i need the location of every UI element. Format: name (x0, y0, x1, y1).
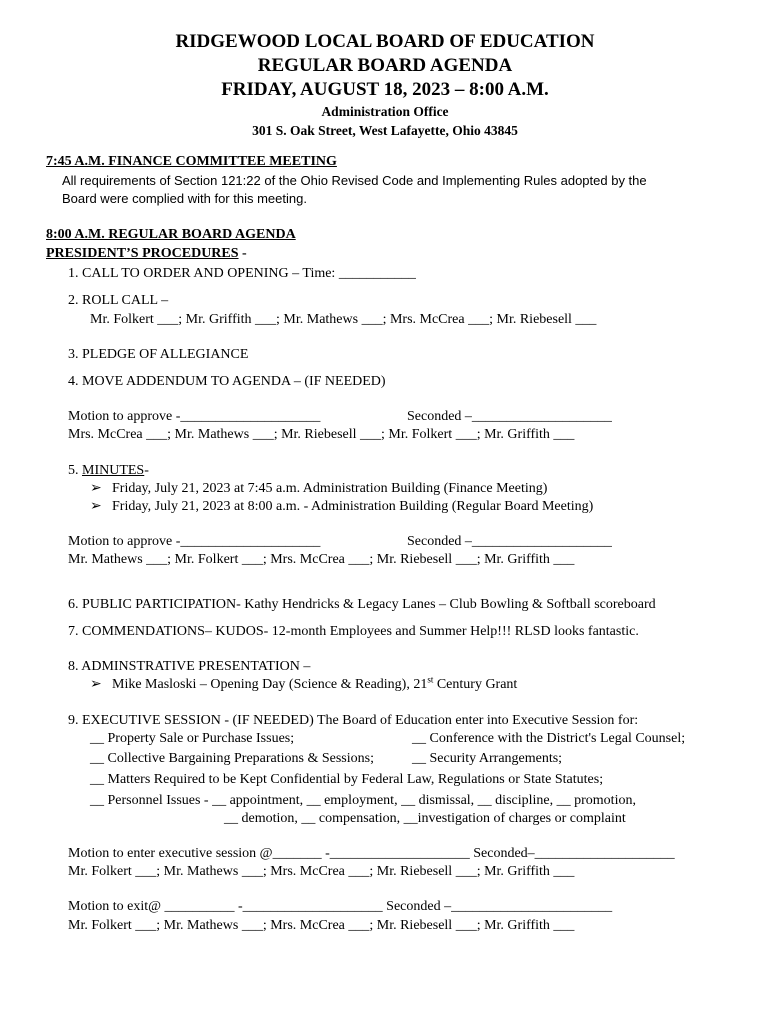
exec-enter-motion: Motion to enter executive session @_______ -____________________ Seconded–____________________ (68, 846, 675, 861)
minutes-seconded: Seconded –____________________ (407, 534, 612, 549)
item-pledge: 3. PLEDGE OF ALLEGIANCE (68, 347, 249, 362)
regular-heading: 8:00 A.M. REGULAR BOARD AGENDA (46, 227, 296, 242)
exec-property-sale: __ Property Sale or Purchase Issues; (90, 731, 295, 746)
roll-call-names: Mr. Folkert ___; Mr. Griffith ___; Mr. Mathews ___; Mrs. McCrea ___; Mr. Riebesell ___ (90, 312, 597, 327)
minutes-bullet-1-text: Friday, July 21, 2023 at 7:45 a.m. Administration Building (Finance Meeting) (112, 481, 548, 496)
minutes-label: MINUTES (82, 463, 145, 478)
exec-legal-counsel: __ Conference with the District's Legal Counsel; (412, 731, 686, 746)
header-org: RIDGEWOOD LOCAL BOARD OF EDUCATION (175, 31, 595, 52)
exec-collective-bargaining: __ Collective Bargaining Preparations & Sessions; (90, 751, 374, 766)
exec-personnel: __ Personnel Issues - __ appointment, __ employment, __ dismissal, __ discipline, __ promotion, (90, 793, 636, 808)
item-minutes (68, 462, 149, 480)
presentation-text-pre: Mike Masloski – Opening Day (Science & Reading), 21 (112, 677, 428, 692)
presentation-bullet (90, 676, 517, 694)
exec-enter-roll: Mr. Folkert ___; Mr. Mathews ___; Mrs. McCrea ___; Mr. Riebesell ___; Mr. Griffith ___ (68, 864, 575, 879)
addendum-roll: Mrs. McCrea ___; Mr. Mathews ___; Mr. Riebesell ___; Mr. Folkert ___; Mr. Griffith ___ (68, 427, 575, 442)
exec-confidential: __ Matters Required to be Kept Confidential by Federal Law, Regulations or State Statutes; (90, 772, 604, 787)
exec-exit-roll: Mr. Folkert ___; Mr. Mathews ___; Mrs. McCrea ___; Mr. Riebesell ___; Mr. Griffith ___ (68, 918, 575, 933)
president-label: PRESIDENT’S PROCEDURES (46, 246, 239, 261)
minutes-bullet-2 (90, 498, 593, 516)
minutes-number: 5. (68, 463, 82, 478)
item-commendations: 7. COMMENDATIONS– KUDOS- 12-month Employees and Summer Help!!! RLSD looks fantastic. (68, 624, 639, 639)
president-suffix: - (238, 246, 247, 261)
minutes-roll: Mr. Mathews ___; Mr. Folkert ___; Mrs. McCrea ___; Mr. Riebesell ___; Mr. Griffith ___ (68, 552, 575, 567)
item-roll-call: 2. ROLL CALL – (68, 293, 169, 308)
minutes-motion: Motion to approve -____________________ (68, 534, 321, 549)
agenda-header (0, 30, 770, 140)
minutes-bullet-2-text: Friday, July 21, 2023 at 8:00 a.m. - Administration Building (Regular Board Meeting) (112, 499, 594, 514)
minutes-suffix: - (144, 463, 149, 478)
exec-exit-motion: Motion to exit@ __________ -____________________ Seconded –_______________________ (68, 899, 613, 914)
header-date: FRIDAY, AUGUST 18, 2023 – 8:00 A.M. (221, 79, 549, 100)
presentation-text-post: Century Grant (433, 677, 518, 692)
item-admin-presentation: 8. ADMINSTRATIVE PRESENTATION – (68, 659, 311, 674)
item-call-to-order: 1. CALL TO ORDER AND OPENING – Time: ___________ (68, 266, 416, 281)
header-address: 301 S. Oak Street, West Lafayette, Ohio 43845 (252, 123, 518, 138)
presentation-text-sup: st (427, 674, 434, 685)
addendum-seconded: Seconded –____________________ (407, 409, 612, 424)
finance-text-2: Board were complied with for this meeting. (62, 191, 307, 206)
finance-heading: 7:45 A.M. FINANCE COMMITTEE MEETING (46, 154, 337, 169)
exec-security: __ Security Arrangements; (412, 751, 563, 766)
finance-text-1: All requirements of Section 121:22 of the Ohio Revised Code and Implementing Rules adopted by the (62, 173, 647, 188)
minutes-bullet-1 (90, 480, 547, 498)
item-public-participation: 6. PUBLIC PARTICIPATION- Kathy Hendricks & Legacy Lanes – Club Bowling & Softball scoreboard (68, 597, 656, 612)
header-location: Administration Office (321, 104, 449, 119)
item-addendum: 4. MOVE ADDENDUM TO AGENDA – (IF NEEDED) (68, 374, 386, 389)
header-title: REGULAR BOARD AGENDA (257, 55, 513, 76)
arrow-bullet-icon: ➢ (90, 481, 102, 496)
addendum-motion: Motion to approve -____________________ (68, 409, 321, 424)
exec-personnel-continued: __ demotion, __ compensation, __investigation of charges or complaint (224, 811, 626, 826)
item-executive-session: 9. EXECUTIVE SESSION - (IF NEEDED) The Board of Education enter into Executive Session for: (68, 713, 639, 728)
arrow-bullet-icon: ➢ (90, 677, 102, 692)
president-procedures (46, 245, 247, 263)
arrow-bullet-icon: ➢ (90, 499, 102, 514)
